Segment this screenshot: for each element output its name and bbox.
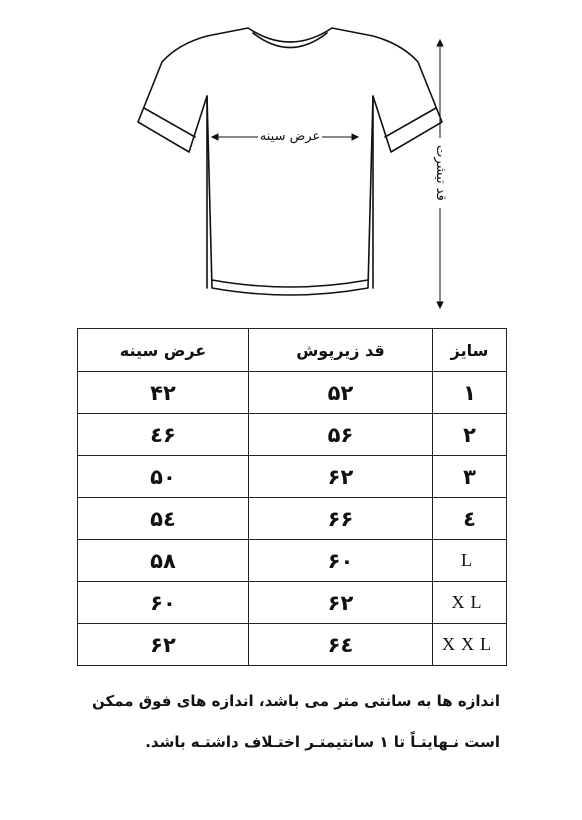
size-table xyxy=(77,328,507,666)
table-row xyxy=(78,540,507,582)
note-line-2: است نـهایتـاً تا ۱ سانتیمتـر اختـلاف داشتـه باشد. xyxy=(145,733,500,751)
cell-length: ۶۰ xyxy=(249,540,433,582)
tshirt-length-label: قد تیشرت xyxy=(430,138,450,208)
cell-length: ۵۶ xyxy=(249,414,433,456)
cell-length: ۶۲ xyxy=(249,582,433,624)
cell-size: ۲ xyxy=(433,414,507,456)
cell-chest: ۶۲ xyxy=(78,624,249,666)
tshirt-outline xyxy=(0,0,582,320)
cell-length: ۶۲ xyxy=(249,456,433,498)
chest-width-label: عرض سینه xyxy=(258,127,322,147)
header-length: قد زیرپوش xyxy=(249,329,433,372)
table-row xyxy=(78,456,507,498)
cell-chest: ۴۲ xyxy=(78,372,249,414)
cell-size: XXL xyxy=(433,624,507,666)
cell-length: ۵۲ xyxy=(249,372,433,414)
table-row xyxy=(78,582,507,624)
table-header-row xyxy=(78,329,507,372)
cell-size: ٤ xyxy=(433,498,507,540)
cell-size: L xyxy=(433,540,507,582)
cell-chest: ۵۰ xyxy=(78,456,249,498)
header-size: سایز xyxy=(433,329,507,372)
cell-size: ۱ xyxy=(433,372,507,414)
cell-size: XL xyxy=(433,582,507,624)
table-row xyxy=(78,372,507,414)
table-row xyxy=(78,498,507,540)
cell-chest: ٤۶ xyxy=(78,414,249,456)
cell-chest: ۶۰ xyxy=(78,582,249,624)
cell-chest: ۵٤ xyxy=(78,498,249,540)
table-row xyxy=(78,414,507,456)
cell-chest: ۵۸ xyxy=(78,540,249,582)
cell-size: ۳ xyxy=(433,456,507,498)
header-chest: عرض سینه xyxy=(78,329,249,372)
table-row xyxy=(78,624,507,666)
note-line-1: اندازه ها به سانتی متر می باشد، اندازه های فوق ممکن xyxy=(91,692,500,710)
cell-length: ۶٤ xyxy=(249,624,433,666)
cell-length: ۶۶ xyxy=(249,498,433,540)
tshirt-diagram xyxy=(0,0,582,320)
